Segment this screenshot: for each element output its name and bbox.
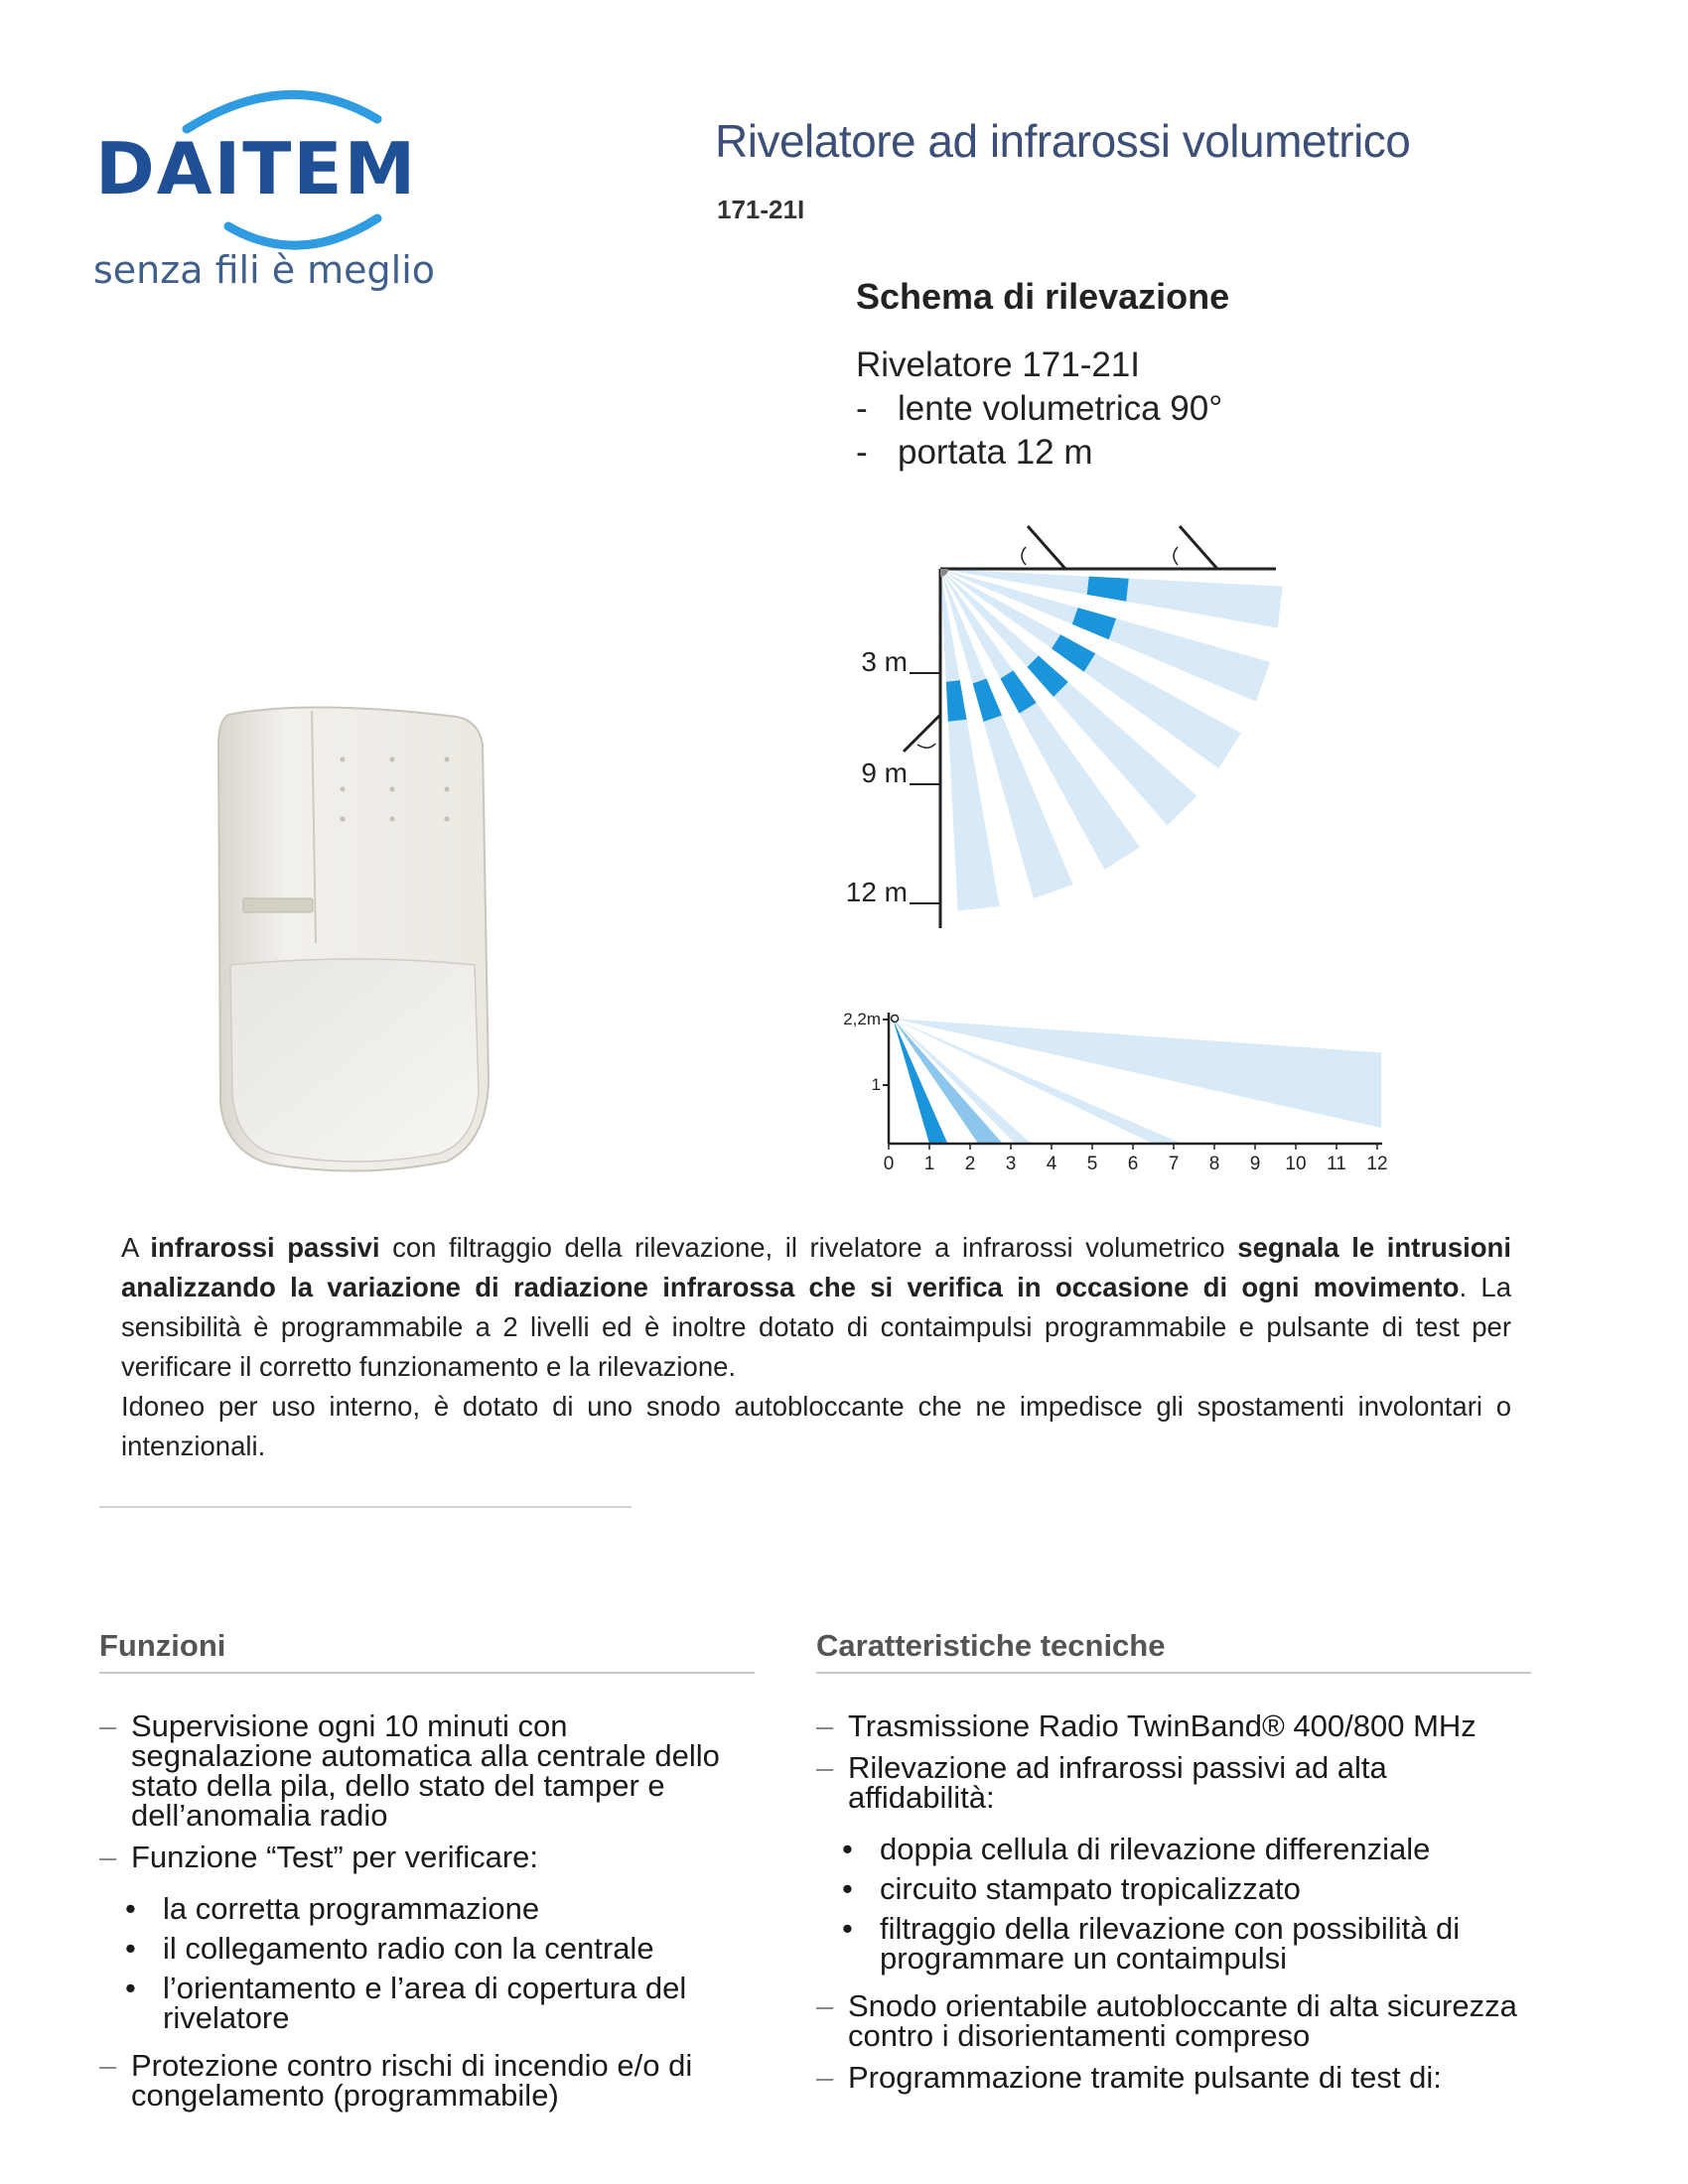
distance-label-12m: 12 m: [845, 877, 908, 907]
sublist-item: • filtraggio della rilevazione con possibilità di programmare un contaimpulsi: [816, 1914, 1531, 1974]
coverage-beams: [940, 569, 1282, 910]
coverage-side-view: [834, 993, 1410, 1191]
scheme-spec-range: [856, 433, 1093, 473]
mount-side: [904, 715, 940, 751]
description-bold-text: infrarossi passivi: [150, 1232, 380, 1263]
y-label-1m: 1: [871, 1075, 881, 1094]
description-paragraph-2: Idoneo per uso interno, è dotato di uno snodo autobloccante che ne impedisce gli spostamenti involontari o intenzionali.: [121, 1391, 1511, 1461]
brand-tagline: senza fili è meglio: [93, 248, 436, 292]
list-item: – Supervisione ogni 10 minuti con segnalazione automatica alla centrale dello stato della pila, dello stato del tamper e dell’anomalia radio: [99, 1711, 755, 1831]
product-title: Rivelatore ad infrarossi volumetrico: [715, 115, 1411, 167]
scheme-spec-lens: [856, 389, 1222, 429]
scheme-spec-text: portata 12 m: [898, 433, 1093, 472]
x-label: 3: [1005, 1154, 1017, 1174]
x-label: 6: [1127, 1154, 1139, 1174]
functions-heading: Funzioni: [99, 1628, 755, 1674]
x-label: 0: [883, 1154, 895, 1174]
description-bold-text: segnala le intrusioni analizzando la variazione di radiazione infrarossa che si verifica in occasione di ogni movimento: [121, 1232, 1511, 1302]
functions-sublist: [99, 1891, 755, 2035]
sublist-item: • l’orientamento e l’area di copertura del rivelatore: [99, 1974, 755, 2033]
sublist-item: • la corretta programmazione: [99, 1894, 755, 1924]
sublist-item: • il collegamento radio con la centrale: [99, 1934, 755, 1964]
detector-lens: [230, 959, 479, 1161]
description-text: con filtraggio della rilevazione, il rivelatore a infrarossi volumetrico: [379, 1232, 1238, 1263]
x-label: 12: [1366, 1154, 1388, 1174]
specs-section: [816, 1628, 1531, 2105]
mount-top-left: [1028, 526, 1065, 569]
section-divider: [99, 1506, 632, 1508]
description-text: . La sensibilità è programmabile a 2 livelli ed è inoltre dotato di contaimpulsi programmabile e pulsante di test per verificare il corretto funzionamento e la rilevazione.: [121, 1272, 1511, 1382]
angle-arrow-icon: [1022, 547, 1026, 565]
scheme-spec-text: lente volumetrica 90°: [898, 389, 1223, 428]
specs-sublist: [816, 1832, 1531, 1976]
sublist-item: • doppia cellula di rilevazione differenziale: [816, 1835, 1531, 1864]
specs-heading: Caratteristiche tecniche: [816, 1628, 1531, 1674]
list-item: – Rilevazione ad infrarossi passivi ad alta affidabilità:: [816, 1753, 1531, 1813]
description: [121, 1228, 1511, 1466]
x-label: 10: [1285, 1154, 1307, 1174]
sensitive-zone: [1072, 608, 1116, 639]
mount-top-right: [1180, 526, 1217, 569]
x-label: 2: [964, 1154, 976, 1174]
functions-section: [99, 1628, 755, 2122]
functions-list: [99, 1708, 755, 2113]
list-item: – Protezione contro rischi di incendio e/o di congelamento (programmabile): [99, 2051, 755, 2111]
product-code: 171-21I: [717, 195, 805, 224]
x-label: 11: [1327, 1154, 1346, 1174]
scheme-model: Rivelatore 171-21I: [856, 345, 1140, 384]
distance-label-3m: 3 m: [861, 646, 908, 677]
x-label: 7: [1168, 1154, 1180, 1174]
specs-list: [816, 1708, 1531, 2095]
coverage-top-view: [834, 521, 1311, 948]
scheme-title: Schema di rilevazione: [856, 276, 1230, 317]
spec-dash: -: [856, 433, 868, 472]
sublist-item: • circuito stampato tropicalizzato: [816, 1874, 1531, 1904]
angle-arrow-icon: [1174, 547, 1178, 565]
product-photo: [209, 705, 506, 1181]
x-label: 8: [1208, 1154, 1220, 1174]
description-paragraph-1: [121, 1228, 1511, 1387]
brand-name: DAITEM: [95, 127, 418, 210]
sensitive-zone: [946, 680, 967, 722]
x-label: 9: [1249, 1154, 1261, 1174]
x-label: 1: [923, 1154, 935, 1174]
angle-arrow-icon: [917, 744, 935, 748]
detector-clip: [243, 898, 313, 912]
x-label: 5: [1086, 1154, 1098, 1174]
list-item: – Snodo orientabile autobloccante di alta sicurezza contro i disorientamenti compreso: [816, 1991, 1531, 2051]
list-item: – Trasmissione Radio TwinBand® 400/800 MHz: [816, 1711, 1531, 1741]
x-labels: [884, 1154, 1388, 1174]
spec-dash: -: [856, 389, 868, 428]
description-text: A: [121, 1232, 151, 1263]
x-label: 4: [1046, 1154, 1057, 1174]
logo-arc-bottom: [228, 218, 377, 245]
y-label-height: 2,2m: [843, 1010, 881, 1028]
sensitive-zone: [973, 679, 1002, 722]
list-item: – Programmazione tramite pulsante di test di:: [816, 2063, 1531, 2093]
list-item: – Funzione “Test” per verificare:: [99, 1843, 755, 1872]
logo-arc-top: [187, 94, 377, 129]
sensitive-zone: [1087, 577, 1129, 602]
coverage-beams-side: [892, 1015, 1382, 1144]
distance-label-9m: 9 m: [861, 757, 908, 788]
daitem-logo: [79, 79, 496, 308]
